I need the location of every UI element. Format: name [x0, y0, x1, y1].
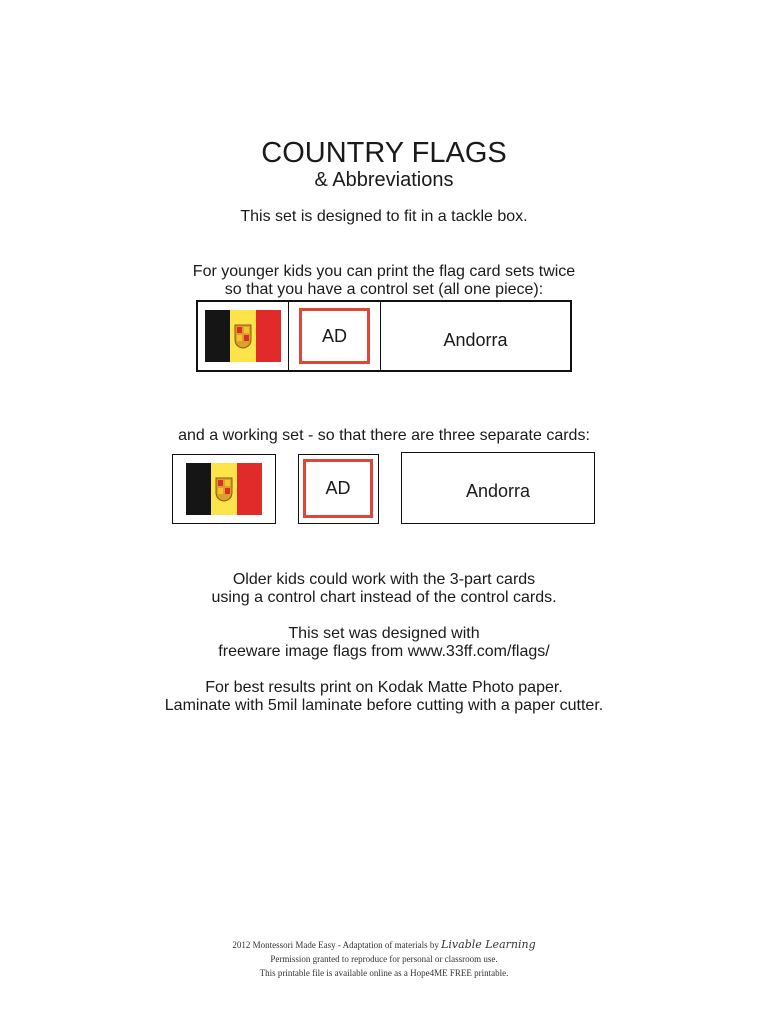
working-card-name: [401, 452, 595, 524]
print-line1: For best results print on Kodak Matte Photo paper.: [205, 679, 563, 696]
footer-credit: [0, 938, 768, 952]
control-set-text-line2: so that you have a control set (all one piece):: [224, 281, 544, 298]
older-kids-line2: using a control chart instead of the control cards.: [211, 589, 557, 606]
abbreviation-label: AD: [321, 325, 347, 346]
control-set-text-line1: For younger kids you can print the flag card sets twice: [192, 263, 576, 280]
footer-permission: Permission granted to reproduce for personal or classroom use.: [270, 954, 498, 964]
control-card-abbr-cell: [288, 302, 380, 370]
abbreviation-box: [303, 459, 373, 518]
page-title: COUNTRY FLAGS: [261, 137, 507, 169]
design-line2: freeware image flags from www.33ff.com/flags/: [218, 643, 550, 660]
abbreviation-box: [299, 308, 370, 364]
working-card-flag: [172, 454, 276, 524]
control-card-name-cell: [380, 302, 570, 370]
andorra-flag: [186, 463, 262, 515]
andorra-coat-of-arms-icon: [234, 323, 252, 349]
older-kids-line1: Older kids could work with the 3-part cards: [232, 571, 536, 588]
andorra-flag: [205, 310, 281, 362]
control-card: [196, 300, 572, 372]
intro-text: This set is designed to fit in a tackle box.: [240, 208, 528, 225]
control-card-flag-cell: [198, 302, 288, 370]
footer-credit-text: 2012 Montessori Made Easy - Adaptation of materials by: [232, 940, 439, 950]
working-card-abbreviation: [298, 454, 379, 524]
andorra-coat-of-arms-icon: [215, 476, 233, 502]
design-line1: This set was designed with: [288, 625, 480, 642]
country-name: Andorra: [443, 330, 508, 350]
page-subtitle: & Abbreviations: [314, 169, 454, 191]
footer-availability: This printable file is available online as a Hope4ME FREE printable.: [259, 968, 509, 978]
print-line2: Laminate with 5mil laminate before cutting with a paper cutter.: [164, 697, 604, 714]
country-name: Andorra: [465, 481, 531, 501]
abbreviation-label: AD: [325, 478, 351, 498]
livable-learning-logo: Livable Learning: [441, 938, 536, 951]
working-set-text: and a working set - so that there are three separate cards:: [178, 427, 590, 444]
